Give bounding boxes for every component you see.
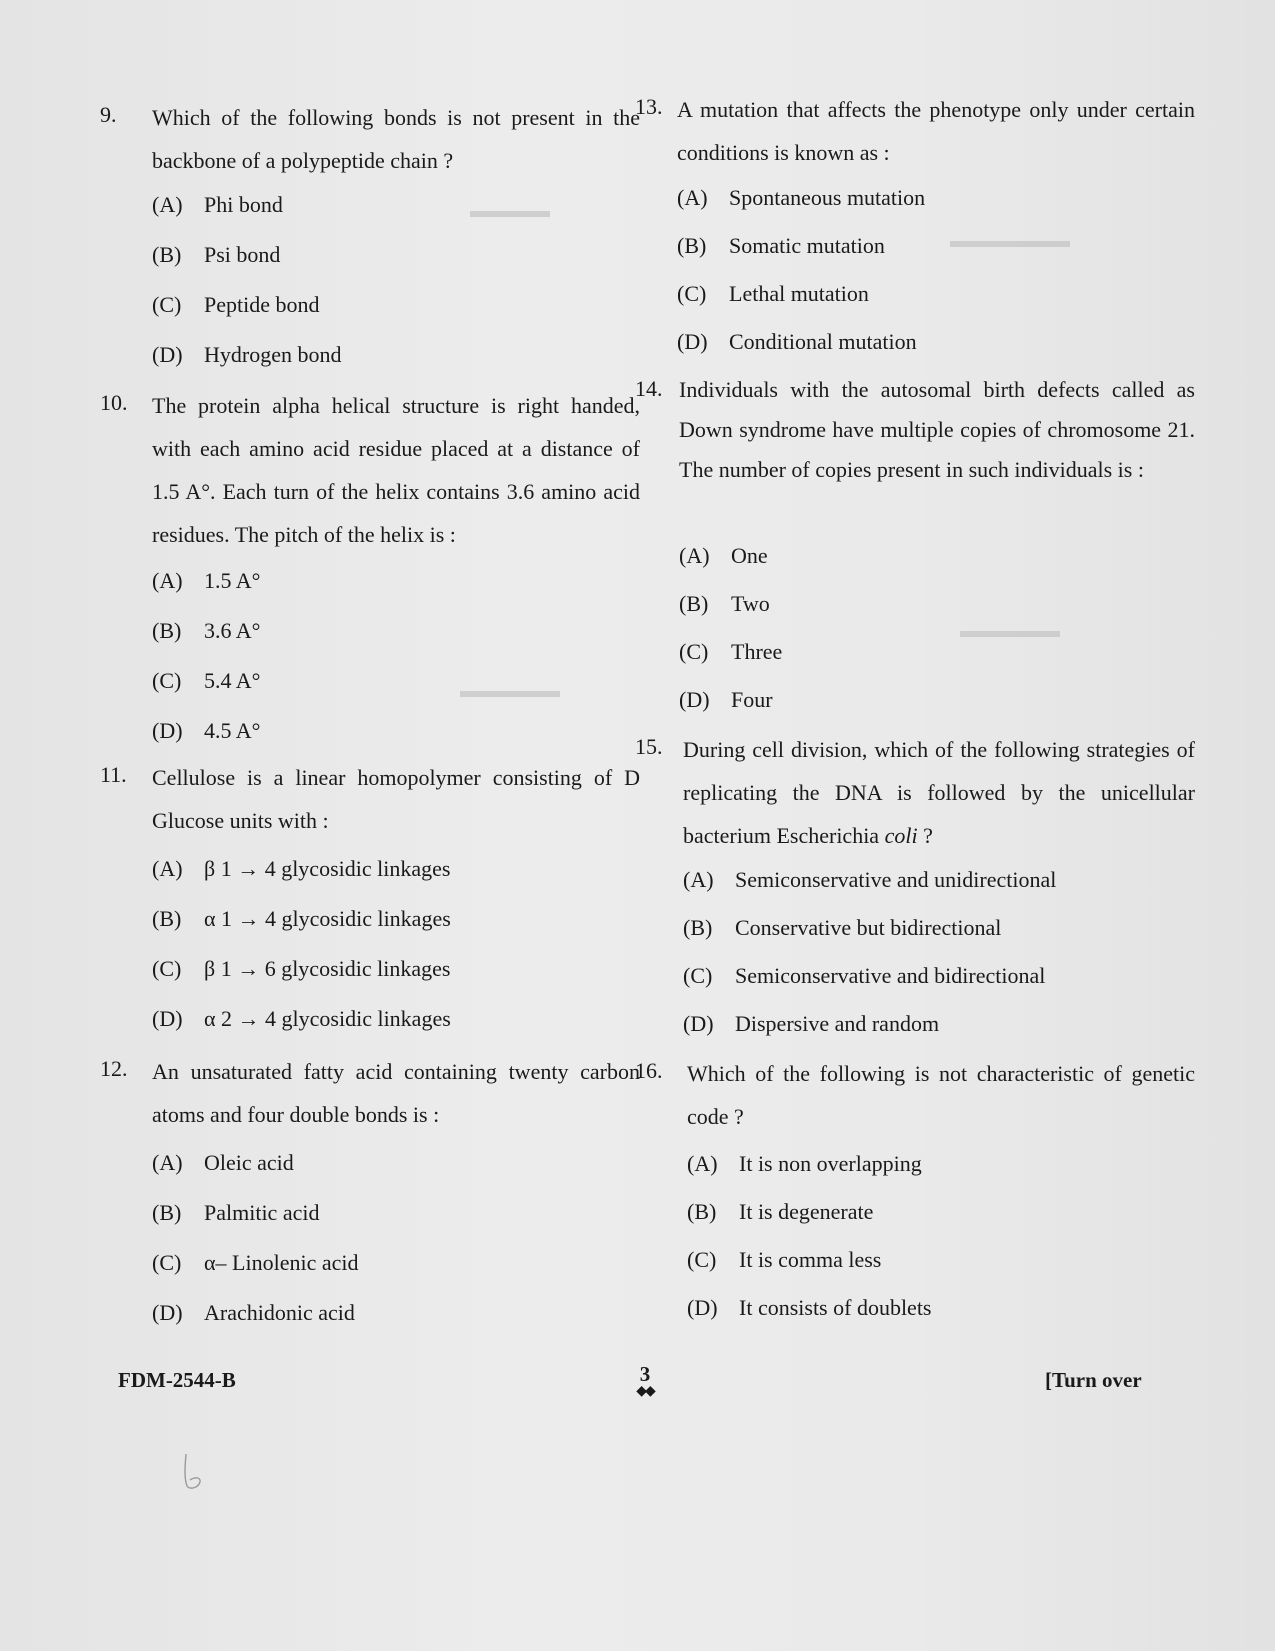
question-text: An unsaturated fatty acid containing twenty carbon atoms and four double bonds is : (152, 1059, 640, 1127)
bleed-through-decoration: ▬▬▬▬▬ (460, 680, 560, 702)
question-number: 15. (635, 734, 663, 759)
pencil-mark-decoration (178, 1452, 208, 1492)
option-d: (D) Conditional mutation (677, 329, 917, 354)
options-list (679, 532, 1195, 724)
option-a: (A) β 1 → 4 glycosidic linkages (152, 856, 451, 881)
question-number: 11. (100, 762, 127, 787)
options-list (677, 174, 1195, 366)
option-b: (B) Palmitic acid (152, 1200, 320, 1225)
question-text: During cell division, which of the following strategies of replicating the DNA is followed by the unicellular bacterium Escherichia coli ? (683, 737, 1195, 848)
option-a: (A) Semiconservative and unidirectional (683, 867, 1057, 892)
options-list (152, 180, 640, 380)
option-c: (C) Peptide bond (152, 292, 320, 317)
option-b: (B) Somatic mutation (677, 233, 885, 258)
question-text: Individuals with the autosomal birth defects called as Down syndrome have multiple copies of chromosome 21. The number of copies present in such individuals is : (679, 377, 1195, 482)
option-a: (A) Spontaneous mutation (677, 185, 926, 210)
option-b: (B) Psi bond (152, 242, 281, 267)
option-d: (D) Dispersive and random (683, 1011, 940, 1036)
options-list (687, 1140, 1195, 1332)
options-list (683, 856, 1195, 1048)
option-a: (A) Phi bond (152, 192, 283, 217)
option-d: (D) 4.5 A° (152, 718, 261, 743)
option-d: (D) α 2 → 4 glycosidic linkages (152, 1006, 451, 1031)
question-number: 10. (100, 390, 128, 415)
question-text: Cellulose is a linear homopolymer consisting of D Glucose units with : (152, 765, 640, 833)
page-number: 3 (639, 1362, 651, 1386)
bleed-through-decoration: ▬▬▬▬▬▬ (950, 230, 1070, 252)
options-list (152, 1138, 640, 1338)
option-c: (C) 5.4 A° (152, 668, 261, 693)
question-number: 16. (635, 1058, 663, 1083)
question-text: Which of the following is not characteristic of genetic code ? (687, 1061, 1195, 1129)
option-d: (D) Arachidonic acid (152, 1300, 355, 1325)
option-a: (A) One (679, 543, 768, 568)
option-b: (B) Conservative but bidirectional (683, 915, 1002, 940)
question-number: 9. (100, 102, 117, 127)
options-list (152, 844, 640, 1044)
page-number-block (625, 1362, 665, 1400)
paper-code: FDM-2544-B (118, 1368, 236, 1392)
question-text: Which of the following bonds is not present in the backbone of a polypeptide chain ? (152, 105, 640, 173)
question-number: 13. (635, 94, 663, 119)
option-d: (D) Four (679, 687, 773, 712)
option-c: (C) Semiconservative and bidirectional (683, 963, 1046, 988)
option-b: (B) Two (679, 591, 770, 616)
option-b: (B) α 1 → 4 glycosidic linkages (152, 906, 451, 931)
option-d: (D) It consists of doublets (687, 1295, 932, 1320)
bleed-through-decoration: ▬▬▬▬▬ (960, 620, 1060, 642)
bleed-through-decoration: ▬▬▬▬ (470, 200, 550, 222)
options-list (152, 556, 640, 756)
option-b: (B) It is degenerate (687, 1199, 874, 1224)
option-c: (C) β 1 → 6 glycosidic linkages (152, 956, 451, 981)
turn-over-note: [Turn over (1045, 1368, 1142, 1392)
option-c: (C) Three (679, 639, 783, 664)
option-c: (C) It is comma less (687, 1247, 882, 1272)
option-a: (A) 1.5 A° (152, 568, 261, 593)
question-text: A mutation that affects the phenotype only under certain conditions is known as : (677, 97, 1195, 165)
option-a: (A) Oleic acid (152, 1150, 294, 1175)
question-text: The protein alpha helical structure is right handed, with each amino acid residue placed at a distance of 1.5 A°. Each turn of the helix contains 3.6 amino acid residues. The pitch of the helix is : (152, 393, 640, 547)
option-c: (C) α– Linolenic acid (152, 1250, 359, 1275)
option-c: (C) Lethal mutation (677, 281, 869, 306)
option-d: (D) Hydrogen bond (152, 342, 342, 367)
page-marks: ◆◆ (636, 1384, 654, 1399)
question-number: 12. (100, 1056, 128, 1081)
option-a: (A) It is non overlapping (687, 1151, 922, 1176)
option-b: (B) 3.6 A° (152, 618, 261, 643)
question-number: 14. (635, 376, 663, 401)
